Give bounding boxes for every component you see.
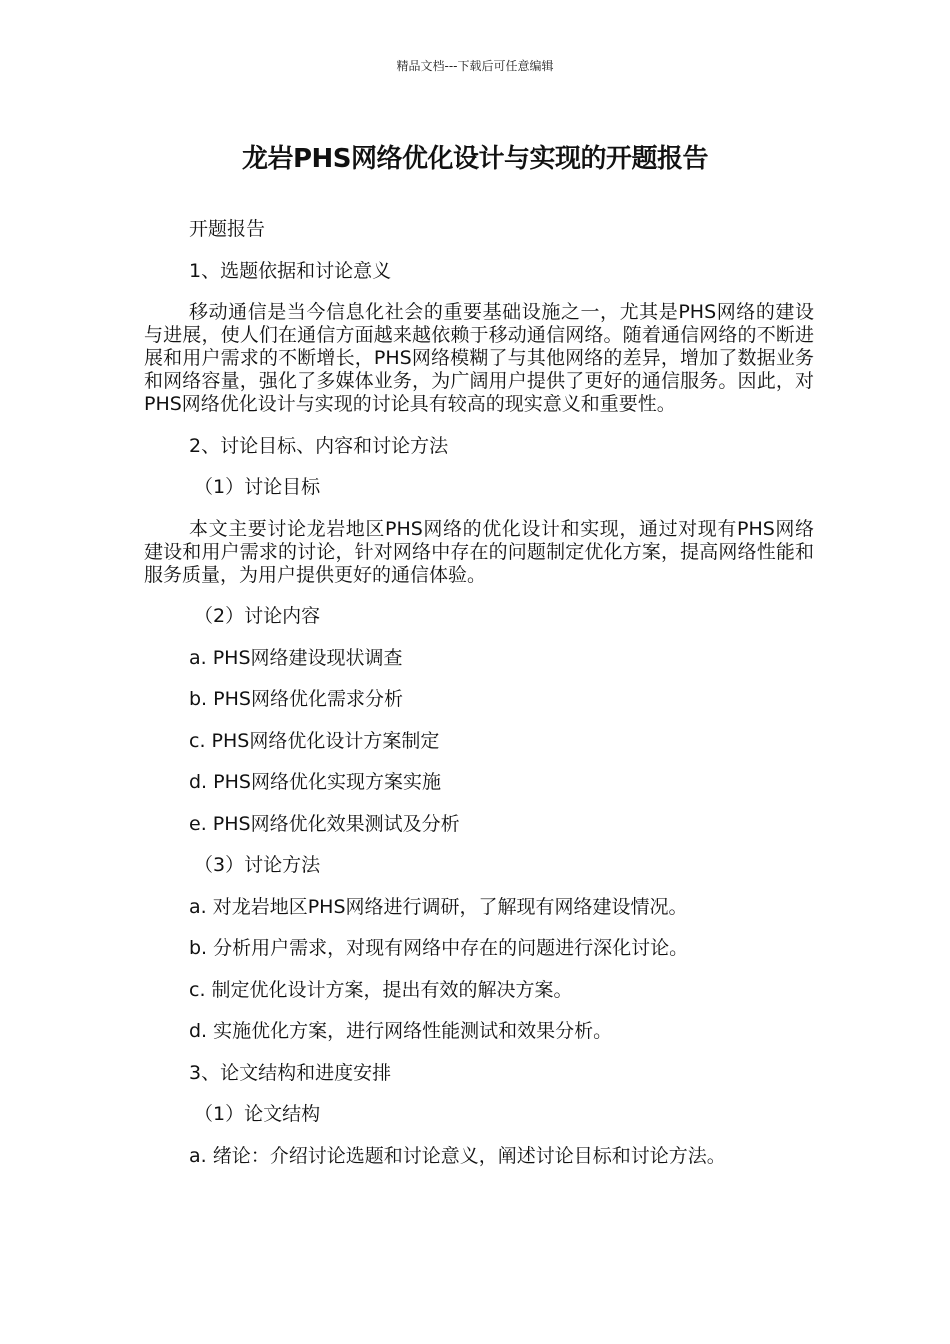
paragraph: c. 制定优化设计方案，提出有效的解决方案。: [189, 978, 573, 1001]
paragraph: （1）讨论目标: [194, 476, 321, 498]
paragraph: d. 实施优化方案，进行网络性能测试和效果分析。: [189, 1020, 613, 1042]
paragraph: （3）讨论方法: [194, 854, 321, 876]
paragraph: 2、讨论目标、内容和讨论方法: [189, 434, 449, 457]
paragraph: 3、论文结构和进度安排: [189, 1061, 392, 1084]
paragraph: 开题报告: [189, 218, 266, 240]
document-title: 龙岩PHS网络优化设计与实现的开题报告: [241, 144, 709, 174]
paragraph: a. 对龙岩地区PHS网络进行调研，了解现有网络建设情况。: [189, 895, 688, 918]
paragraph: （2）讨论内容: [194, 605, 321, 627]
paragraph: 本文主要讨论龙岩地区PHS网络的优化设计和实现，通过对现有PHS网络建设和用户需求的讨论，针对网络中存在的问题制定优化方案，提高网络性能和服务质量，为用户提供更好的通信体验。: [144, 517, 814, 586]
paragraph: a. PHS网络建设现状调查: [189, 646, 403, 669]
header-note: 精品文档---下载后可任意编辑: [396, 59, 554, 73]
paragraph: c. PHS网络优化设计方案制定: [189, 729, 440, 752]
paragraph: b. PHS网络优化需求分析: [189, 688, 403, 710]
paragraph: 移动通信是当今信息化社会的重要基础设施之一，尤其是PHS网络的建设与进展，使人们在通信方面越来越依赖于移动通信网络。随着通信网络的不断进展和用户需求的不断增长，PHS网络模糊了与其他网络的差异，增加了数据业务和网络容量，强化了多媒体业务，为广阔用户提供了更好的通信服务。因此，对PHS网络优化设计与实现的讨论具有较高的现实意义和重要性。: [144, 301, 814, 415]
paragraph: 1、选题依据和讨论意义: [189, 259, 392, 282]
document-body: [144, 218, 814, 1186]
paragraph: d. PHS网络优化实现方案实施: [189, 771, 441, 793]
paragraph: a. 绪论：介绍讨论选题和讨论意义，阐述讨论目标和讨论方法。: [189, 1144, 726, 1167]
paragraph: （1）论文结构: [194, 1103, 321, 1125]
paragraph: e. PHS网络优化效果测试及分析: [189, 812, 460, 835]
paragraph: b. 分析用户需求，对现有网络中存在的问题进行深化讨论。: [189, 937, 689, 959]
